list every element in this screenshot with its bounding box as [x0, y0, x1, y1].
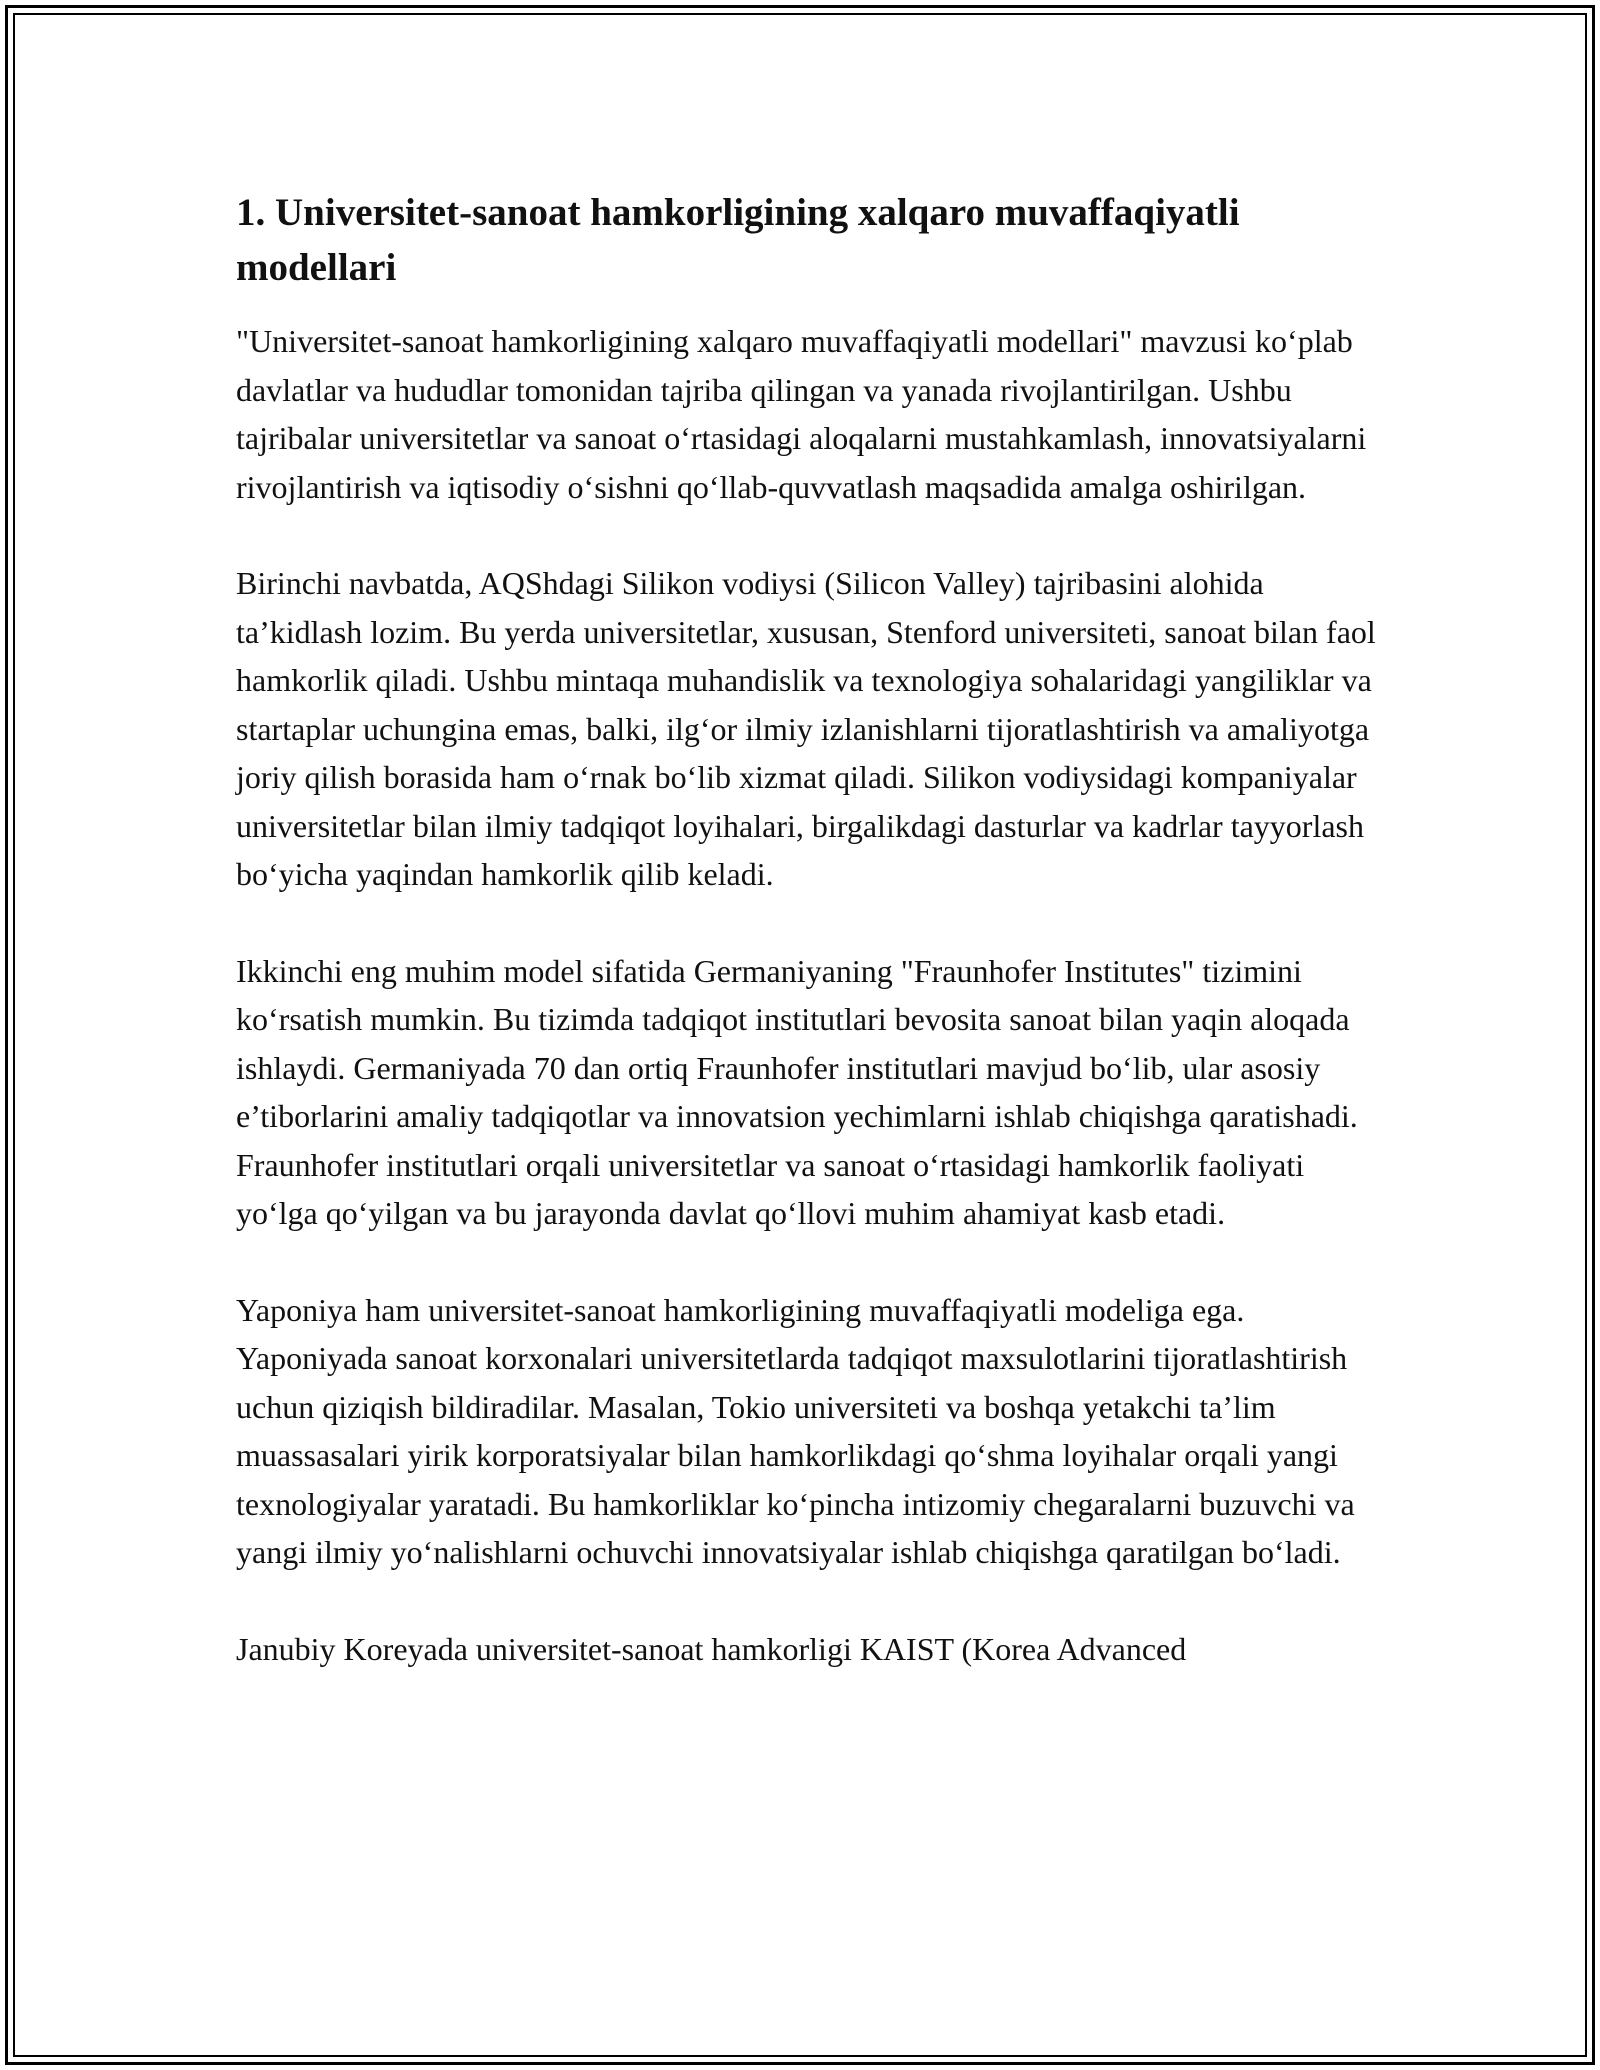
paragraph-silicon-valley: Birinchi navbatda, AQShdagi Silikon vodiysi (Silicon Valley) tajribasini alohida ta’kidlash lozim. Bu yerda universitetlar, xususan, Stenford universiteti, sanoat bilan faol hamkorlik qiladi. Ushbu mintaqa muhandislik va texnologiya sohalaridagi yangiliklar va startaplar uchungina emas, balki, ilg‘or ilmiy izlanishlarni tijoratlashtirish va amaliyotga joriy qilish borasida ham o‘rnak bo‘lib xizmat qiladi. Silikon vodiysidagi kompaniyalar universitetlar bilan ilmiy tadqiqot loyihalari, birgalikdagi dasturlar va kadrlar tayyorlash bo‘yicha yaqindan hamkorlik qilib keladi. [236, 565, 1376, 892]
paragraph-korea: Janubiy Koreyada universitet-sanoat hamkorligi KAIST (Korea Advanced [236, 1630, 1187, 1667]
paragraph-fraunhofer: Ikkinchi eng muhim model sifatida Germaniyaning "Fraunhofer Institutes" tizimini ko‘rsatish mumkin. Bu tizimda tadqiqot institutlari bevosita sanoat bilan yaqin aloqada ishlaydi. Germaniyada 70 dan ortiq Fraunhofer institutlari mavjud bo‘lib, ular asosiy e’tiborlarini amaliy tadqiqotlar va innovatsion yechimlarni ishlab chiqishga qaratishadi. Fraunhofer institutlari orqali universitetlar va sanoat o‘rtasidagi hamkorlik faoliyati yo‘lga qo‘yilgan va bu jarayonda davlat qo‘llovi muhim ahamiyat kasb etadi. [236, 952, 1358, 1231]
document-body [236, 185, 1376, 1721]
section-heading: 1. Universitet-sanoat hamkorligining xalqaro muvaffaqiyatli modellari [236, 191, 1240, 289]
paragraph-intro: "Universitet-sanoat hamkorligining xalqaro muvaffaqiyatli modellari" mavzusi ko‘plab davlatlar va hududlar tomonidan tajriba qilingan va yanada rivojlantirilgan. Ushbu tajribalar universitetlar va sanoat o‘rtasidagi aloqalarni mustahkamlash, innovatsiyalarni rivojlantirish va iqtisodiy o‘sishni qo‘llab-quvvatlash maqsadida amalga oshirilgan. [236, 323, 1367, 505]
paragraph-japan: Yaponiya ham universitet-sanoat hamkorligining muvaffaqiyatli modeliga ega. Yaponiyada sanoat korxonalari universitetlarda tadqiqot maxsulotlarini tijoratlashtirish uchun qiziqish bildiradilar. Masalan, Tokio universiteti va boshqa yetakchi ta’lim muassasalari yirik korporatsiyalar bilan hamkorlikdagi qo‘shma loyihalar orqali yangi texnologiyalar yaratadi. Bu hamkorliklar ko‘pincha intizomiy chegaralarni buzuvchi va yangi ilmiy yo‘nalishlarni ochuvchi innovatsiyalar ishlab chiqishga qaratilgan bo‘ladi. [236, 1291, 1355, 1570]
